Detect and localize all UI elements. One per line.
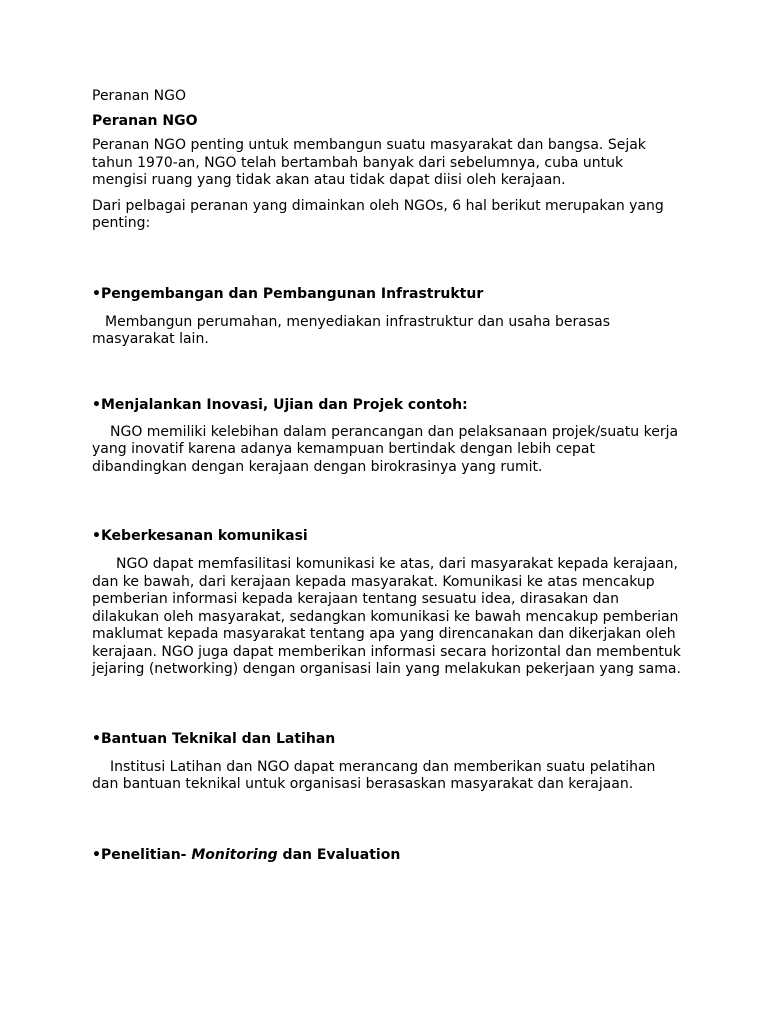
section-heading-text: Keberkesanan komunikasi: [100, 528, 308, 544]
bullet-icon: •: [92, 396, 101, 413]
section-heading-infrastruktur: [92, 285, 682, 303]
section-heading-text: Menjalankan Inovasi, Ujian dan Projek contoh:: [100, 396, 468, 413]
section-heading-penelitian: [92, 846, 682, 864]
section-heading-italic: Monitoring: [191, 846, 278, 863]
bullet-icon: •: [92, 730, 101, 747]
section-heading-komunikasi: [92, 527, 682, 545]
section-body-bantuan: Institusi Latihan dan NGO dapat merancang dan memberikan suatu pelatihan dan bantuan teknikal untuk organisasi berasaskan masyarakat dan kerajaan.: [92, 758, 656, 792]
section-heading-text: Pengembangan dan Pembangunan Infrastruktur: [100, 285, 484, 302]
section-heading-text: Bantuan Teknikal dan Latihan: [100, 730, 336, 747]
section-body-inovasi: NGO memiliki kelebihan dalam perancangan dan pelaksanaan projek/suatu kerja yang inovatif karena adanya kemampuan bertindak dengan lebih cepat dibandingkan dengan kerajaan dengan birokrasinya yang rumit.: [92, 423, 679, 475]
section-heading-inovasi: [92, 396, 682, 414]
section-heading-prefix: Penelitian-: [100, 846, 192, 863]
section-body-komunikasi: NGO dapat memfasilitasi komunikasi ke atas, dari masyarakat kepada kerajaan, dan ke bawah, dari kerajaan kepada masyarakat. Komunikasi ke atas mencakup pemberian informasi kepada kerajaan tentang sesuatu idea, dirasakan dan dilakukan oleh masyarakat, sedangkan komunikasi ke bawah mencakup pemberian maklumat kepada masyarakat tentang apa yang direncanakan dan dikerjakan oleh kerajaan. NGO juga dapat memberikan informasi secara horizontal dan membentuk jejaring (networking) dengan organisasi lain yang melakukan pekerjaan yang sama.: [92, 556, 681, 677]
section-heading-suffix: dan Evaluation: [277, 846, 401, 863]
bullet-icon: •: [92, 285, 101, 302]
intro-paragraph-1: Peranan NGO penting untuk membangun suatu masyarakat dan bangsa. Sejak tahun 1970-an, NGO telah bertambah banyak dari sebelumnya, cuba untuk mengisi ruang yang tidak akan atau tidak dapat diisi oleh kerajaan.: [92, 137, 646, 188]
bullet-icon: •: [92, 528, 101, 544]
section-body-infrastruktur: Membangun perumahan, menyediakan infrastruktur dan usaha berasas masyarakat lain.: [92, 313, 611, 347]
document-heading: Peranan NGO: [92, 113, 198, 129]
section-heading-bantuan: [92, 730, 682, 748]
intro-paragraph-2: Dari pelbagai peranan yang dimainkan oleh NGOs, 6 hal berikut merupakan yang penting:: [92, 197, 664, 231]
document-title: Peranan NGO: [92, 88, 187, 104]
bullet-icon: •: [92, 846, 101, 863]
document-page: [92, 84, 682, 864]
